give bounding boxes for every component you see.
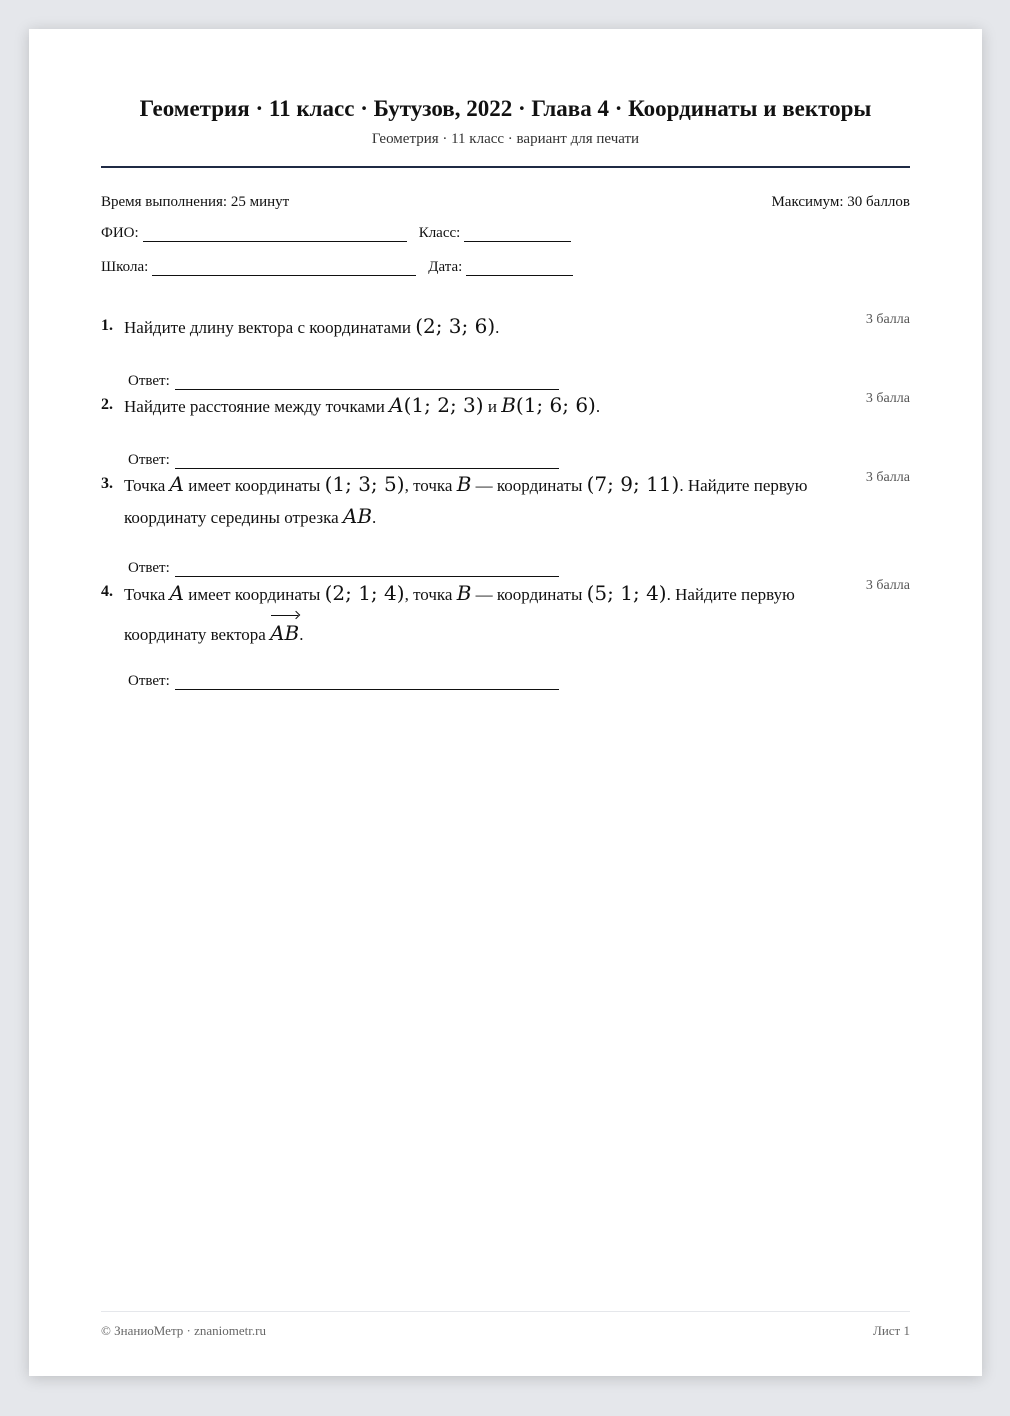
- page-subtitle: Геометрия · 11 класс · вариант для печати: [371, 131, 640, 147]
- date-field[interactable]: [466, 259, 573, 276]
- task-text-part: Точка: [124, 476, 170, 495]
- answer-row-3: [128, 560, 571, 577]
- school-date-row: [101, 259, 585, 276]
- time-limit: Время выполнения: 25 минут: [101, 194, 290, 210]
- date-label: Дата:: [428, 259, 463, 275]
- task-text: [124, 311, 844, 343]
- task-points: 3 балла: [865, 312, 910, 327]
- task-text-part: — координаты: [471, 476, 587, 495]
- math-coords: (1; 6; 6): [515, 393, 596, 417]
- task-text: [124, 577, 844, 651]
- answer-field-4[interactable]: [175, 673, 559, 690]
- task-text-part: Точка: [124, 585, 170, 604]
- task-text-part: , точка: [404, 476, 457, 495]
- task-points: 3 балла: [865, 391, 910, 406]
- answer-label: Ответ:: [128, 560, 170, 576]
- page-title: Геометрия · 11 класс · Бутузов, 2022 · Глава 4 · Координаты и векторы: [139, 96, 872, 121]
- task-points: 3 балла: [865, 578, 910, 593]
- task-text-part: . Найдите первую координату середины отрезка: [124, 476, 808, 527]
- task-points: 3 балла: [865, 470, 910, 485]
- task-text-part: Найдите расстояние между точками: [124, 397, 390, 416]
- answer-label: Ответ:: [128, 373, 170, 389]
- task-text-part: .: [495, 318, 500, 337]
- answer-row-1: [128, 373, 571, 390]
- task-number: 3.: [101, 475, 113, 492]
- task-text: [124, 469, 844, 533]
- answer-field-1[interactable]: [175, 373, 559, 390]
- footer: [101, 1323, 910, 1339]
- math-coords: (7; 9; 11): [586, 472, 680, 496]
- math-segment: AB: [342, 504, 373, 528]
- math-point: A: [389, 393, 404, 417]
- task-number: 4.: [101, 583, 113, 600]
- footer-divider: [101, 1311, 910, 1312]
- answer-field-3[interactable]: [175, 560, 559, 577]
- task-text-part: имеет координаты: [183, 476, 325, 495]
- fio-class-row: [101, 225, 583, 242]
- task-text-part: .: [299, 625, 304, 644]
- task-text: [124, 390, 844, 422]
- math-point: A: [169, 472, 184, 496]
- task-text-part: .: [595, 397, 601, 416]
- header-divider: [101, 166, 910, 168]
- max-score: Максимум: 30 баллов: [771, 194, 910, 210]
- answer-row-4: [128, 673, 571, 690]
- class-label: Класс:: [418, 225, 461, 241]
- fio-label: ФИО:: [101, 225, 139, 241]
- math-vector: AB: [270, 611, 299, 650]
- page-number: Лист 1: [873, 1323, 910, 1338]
- task-text-part: .: [372, 508, 377, 527]
- task-number: 2.: [101, 396, 113, 413]
- task-text-part: , точка: [404, 585, 457, 604]
- class-field[interactable]: [464, 225, 571, 242]
- math-point: B: [456, 472, 472, 496]
- answer-row-2: [128, 452, 571, 469]
- math-coords: (5; 1; 4): [586, 581, 667, 605]
- math-coords: (1; 3; 5): [324, 472, 405, 496]
- math-coords: (2; 3; 6): [415, 314, 496, 338]
- math-point: B: [501, 393, 516, 417]
- task-number: 1.: [101, 317, 113, 334]
- footer-copyright: © ЗнаниоМетр · znaniometr.ru: [101, 1323, 266, 1338]
- task-text-part: . Найдите первую координату вектора: [124, 585, 795, 644]
- math-coords: (1; 2; 3): [403, 393, 484, 417]
- fio-field[interactable]: [143, 225, 407, 242]
- math-point: A: [169, 581, 184, 605]
- task-text-part: Найдите длину вектора с координатами: [124, 318, 416, 337]
- task-text-part: имеет координаты: [183, 585, 325, 604]
- worksheet-page: [29, 29, 982, 1376]
- meta-row: [101, 194, 910, 211]
- task-text-part: и: [483, 397, 502, 416]
- school-label: Школа:: [101, 259, 149, 275]
- answer-field-2[interactable]: [175, 452, 559, 469]
- answer-label: Ответ:: [128, 673, 170, 689]
- school-field[interactable]: [152, 259, 416, 276]
- answer-label: Ответ:: [128, 452, 170, 468]
- math-coords: (2; 1; 4): [324, 581, 405, 605]
- math-point: B: [456, 581, 472, 605]
- task-text-part: — координаты: [471, 585, 587, 604]
